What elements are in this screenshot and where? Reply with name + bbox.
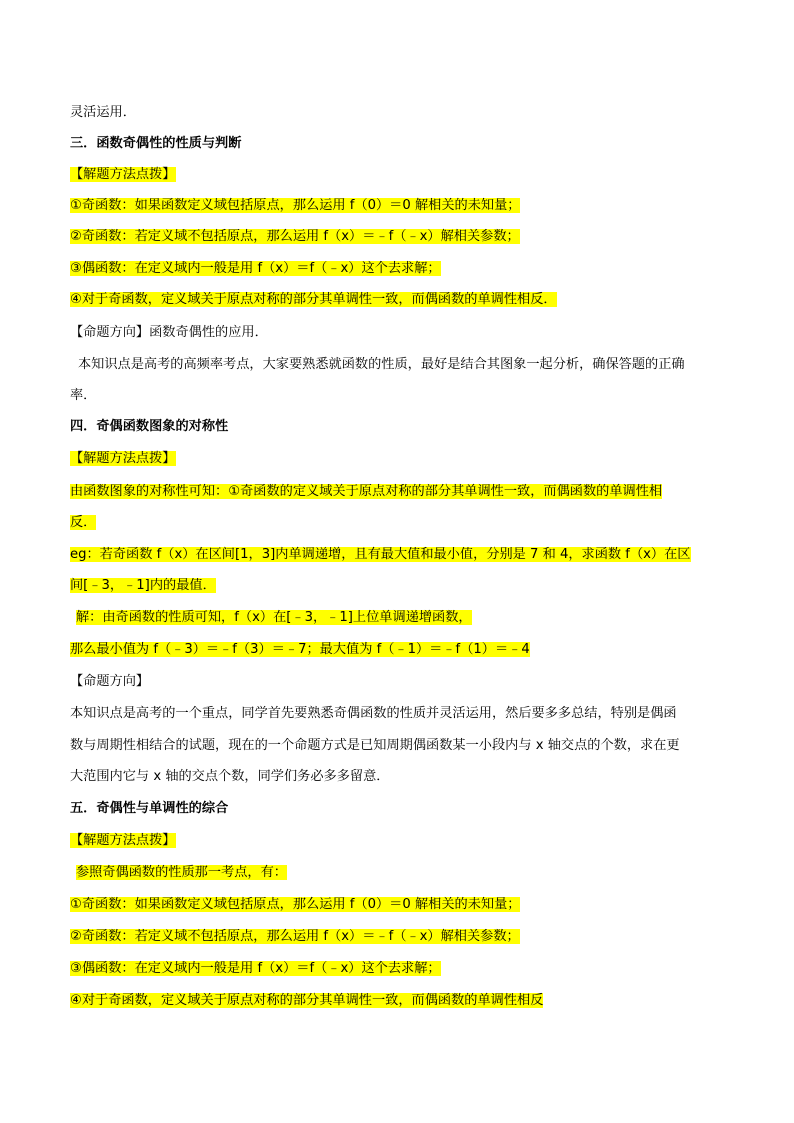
text-line: 那么最小值为 f（﹣3）＝﹣f（3）＝﹣7；最大值为 f（﹣1）＝﹣f（1）＝﹣4: [70, 642, 530, 657]
text-line: 间[﹣3，﹣1]内的最值．: [70, 578, 216, 593]
text-line: 灵活运用．: [70, 105, 136, 120]
section-heading: 五．奇偶性与单调性的综合: [70, 801, 229, 816]
text-line: 【解题方法点拨】: [70, 167, 176, 182]
text-line: eg：若奇函数 f（x）在区间[1，3]内单调递增，且有最大值和最小值，分别是 7 和 4，求函数 f（x）在区: [70, 547, 691, 562]
text-line: ③偶函数：在定义域内一般是用 f（x）＝f（﹣x）这个去求解；: [70, 261, 441, 276]
text-line: 由函数图象的对称性可知：①奇函数的定义域关于原点对称的部分其单调性一致，而偶函数的单调性相: [70, 484, 663, 499]
text-line: 【命题方向】函数奇偶性的应用．: [70, 325, 268, 340]
text-line: ③偶函数：在定义域内一般是用 f（x）＝f（﹣x）这个去求解；: [70, 961, 441, 976]
text-line: ②奇函数：若定义域不包括原点，那么运用 f（x）＝﹣f（﹣x）解相关参数；: [70, 229, 520, 244]
text-line: 率．: [70, 388, 97, 403]
text-line: 【解题方法点拨】: [70, 833, 176, 848]
text-line: 解：由奇函数的性质可知，f（x）在[﹣3，﹣1]上位单调递增函数，: [76, 610, 472, 625]
text-line: 参照奇偶函数的性质那一考点，有：: [76, 865, 287, 880]
text-line: ①奇函数：如果函数定义域包括原点，那么运用 f（0）＝0 解相关的未知量；: [70, 897, 521, 912]
section-heading: 三．函数奇偶性的性质与判断: [70, 136, 242, 151]
text-line: 反．: [70, 515, 97, 530]
text-line: 【解题方法点拨】: [70, 451, 176, 466]
text-line: 数与周期性相结合的试题，现在的一个命题方式是已知周期偶函数某一小段内与 x 轴交点的个数，求在更: [70, 738, 680, 753]
text-line: 【命题方向】: [70, 674, 150, 689]
text-line: 大范围内它与 x 轴的交点个数，同学们务必多多留意．: [70, 769, 390, 784]
text-line: ④对于奇函数，定义域关于原点对称的部分其单调性一致，而偶函数的单调性相反: [70, 993, 544, 1008]
section-heading: 四．奇偶函数图象的对称性: [70, 419, 229, 434]
text-line: ①奇函数：如果函数定义域包括原点，那么运用 f（0）＝0 解相关的未知量；: [70, 198, 521, 213]
text-line: ④对于奇函数，定义域关于原点对称的部分其单调性一致，而偶函数的单调性相反．: [70, 292, 557, 307]
text-line: 本知识点是高考的一个重点，同学首先要熟悉奇偶函数的性质并灵活运用，然后要多多总结，特别是偶函: [70, 706, 677, 721]
text-line: ②奇函数：若定义域不包括原点，那么运用 f（x）＝﹣f（﹣x）解相关参数；: [70, 929, 520, 944]
text-line: 本知识点是高考的高频率考点，大家要熟悉就函数的性质，最好是结合其图象一起分析，确保答题的正确: [78, 357, 685, 372]
